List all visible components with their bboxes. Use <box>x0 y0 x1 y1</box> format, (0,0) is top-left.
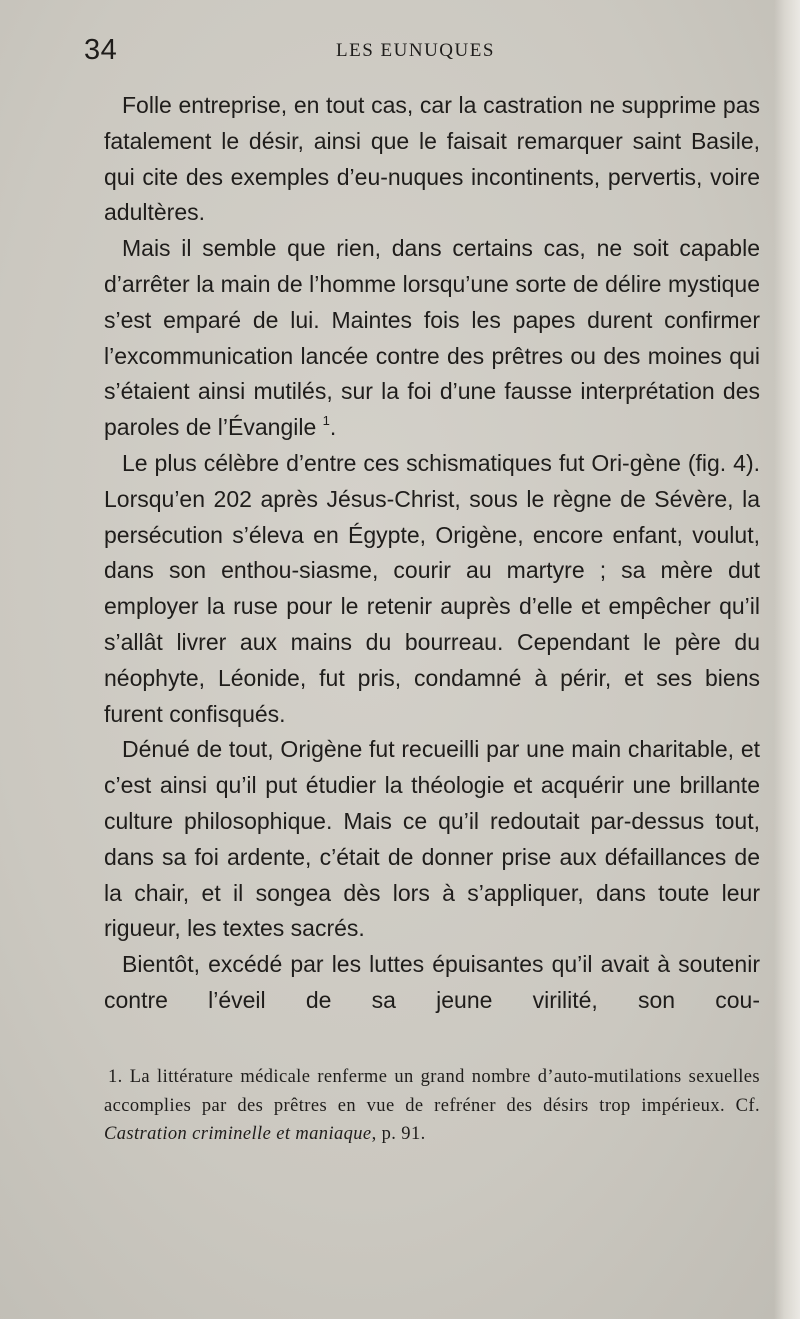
paragraph-4 <box>104 732 760 947</box>
paragraph-5-text: Bientôt, excédé par les luttes épuisantes qu’il avait à soutenir contre l’éveil de sa jeune virilité, son cou- <box>104 951 760 1013</box>
paragraph-1-text: Folle entreprise, en tout cas, car la castration ne supprime pas fatalement le désir, ainsi que le faisait remarquer saint Basile, qui cite des exemples d’eu-nuques incontinents, pervertis, voire adultères. <box>104 92 760 226</box>
paragraph-3-text: Le plus célèbre d’entre ces schismatiques fut Ori-gène (fig. 4). Lorsqu’en 202 après Jésus-Christ, sous le règne de Sévère, la persécution s’éleva en Égypte, Origène, encore enfant, voulut, dans son enthou-siasme, courir au martyre ; sa mère dut employer la ruse pour le retenir auprès d’elle et empêcher qu’il s’allât livrer aux mains du bourreau. Cependant le père du néophyte, Léonide, fut pris, condamné à périr, et ses biens furent confisqués. <box>104 449 760 727</box>
page-header <box>84 30 724 70</box>
paragraph-2-text: Mais il semble que rien, dans certains cas, ne soit capable d’arrêter la main de l’homme lorsqu’une sorte de délire mystique s’est emparé de lui. Maintes fois les papes durent confirmer l’excommunication lancée contre des prêtres ou des moines qui s’étaient ainsi mutilés, sur la foi d’une fausse interprétation des paroles de l’Évangile <box>104 235 760 441</box>
footnote-cited-title: Castration criminelle et maniaque <box>104 1124 372 1144</box>
page-edge-shadow <box>774 0 800 1319</box>
footnote-text: La littérature médicale renferme un grand nombre d’auto-mutilations sexuelles accomplies par des prêtres en vue de refréner des désirs trop impérieux. Cf. <box>104 1067 761 1116</box>
page-number: 34 <box>84 34 118 66</box>
footnote-number: 1. <box>108 1067 123 1087</box>
footnote-page-ref: , p. 91. <box>371 1124 426 1144</box>
running-head: LES EUNUQUES <box>336 40 495 61</box>
footnote <box>104 1063 760 1149</box>
paragraph-2 <box>104 231 760 446</box>
paragraph-2-end: . <box>329 414 337 441</box>
paragraph-1 <box>104 88 760 231</box>
paragraph-4-text: Dénué de tout, Origène fut recueilli par une main charitable, et c’est ainsi qu’il put étudier la théologie et acquérir une brillante culture philosophique. Mais ce qu’il redoutait par-dessus tout, dans sa foi ardente, c’était de donner prise aux défaillances de la chair, et il songea dès lors à s’appliquer, dans toute leur rigueur, les textes sacrés. <box>104 736 760 942</box>
body-text <box>104 88 760 1019</box>
footnote-reference[interactable]: 1 <box>322 413 330 429</box>
paragraph-3 <box>104 446 760 732</box>
paragraph-5 <box>104 947 760 1019</box>
